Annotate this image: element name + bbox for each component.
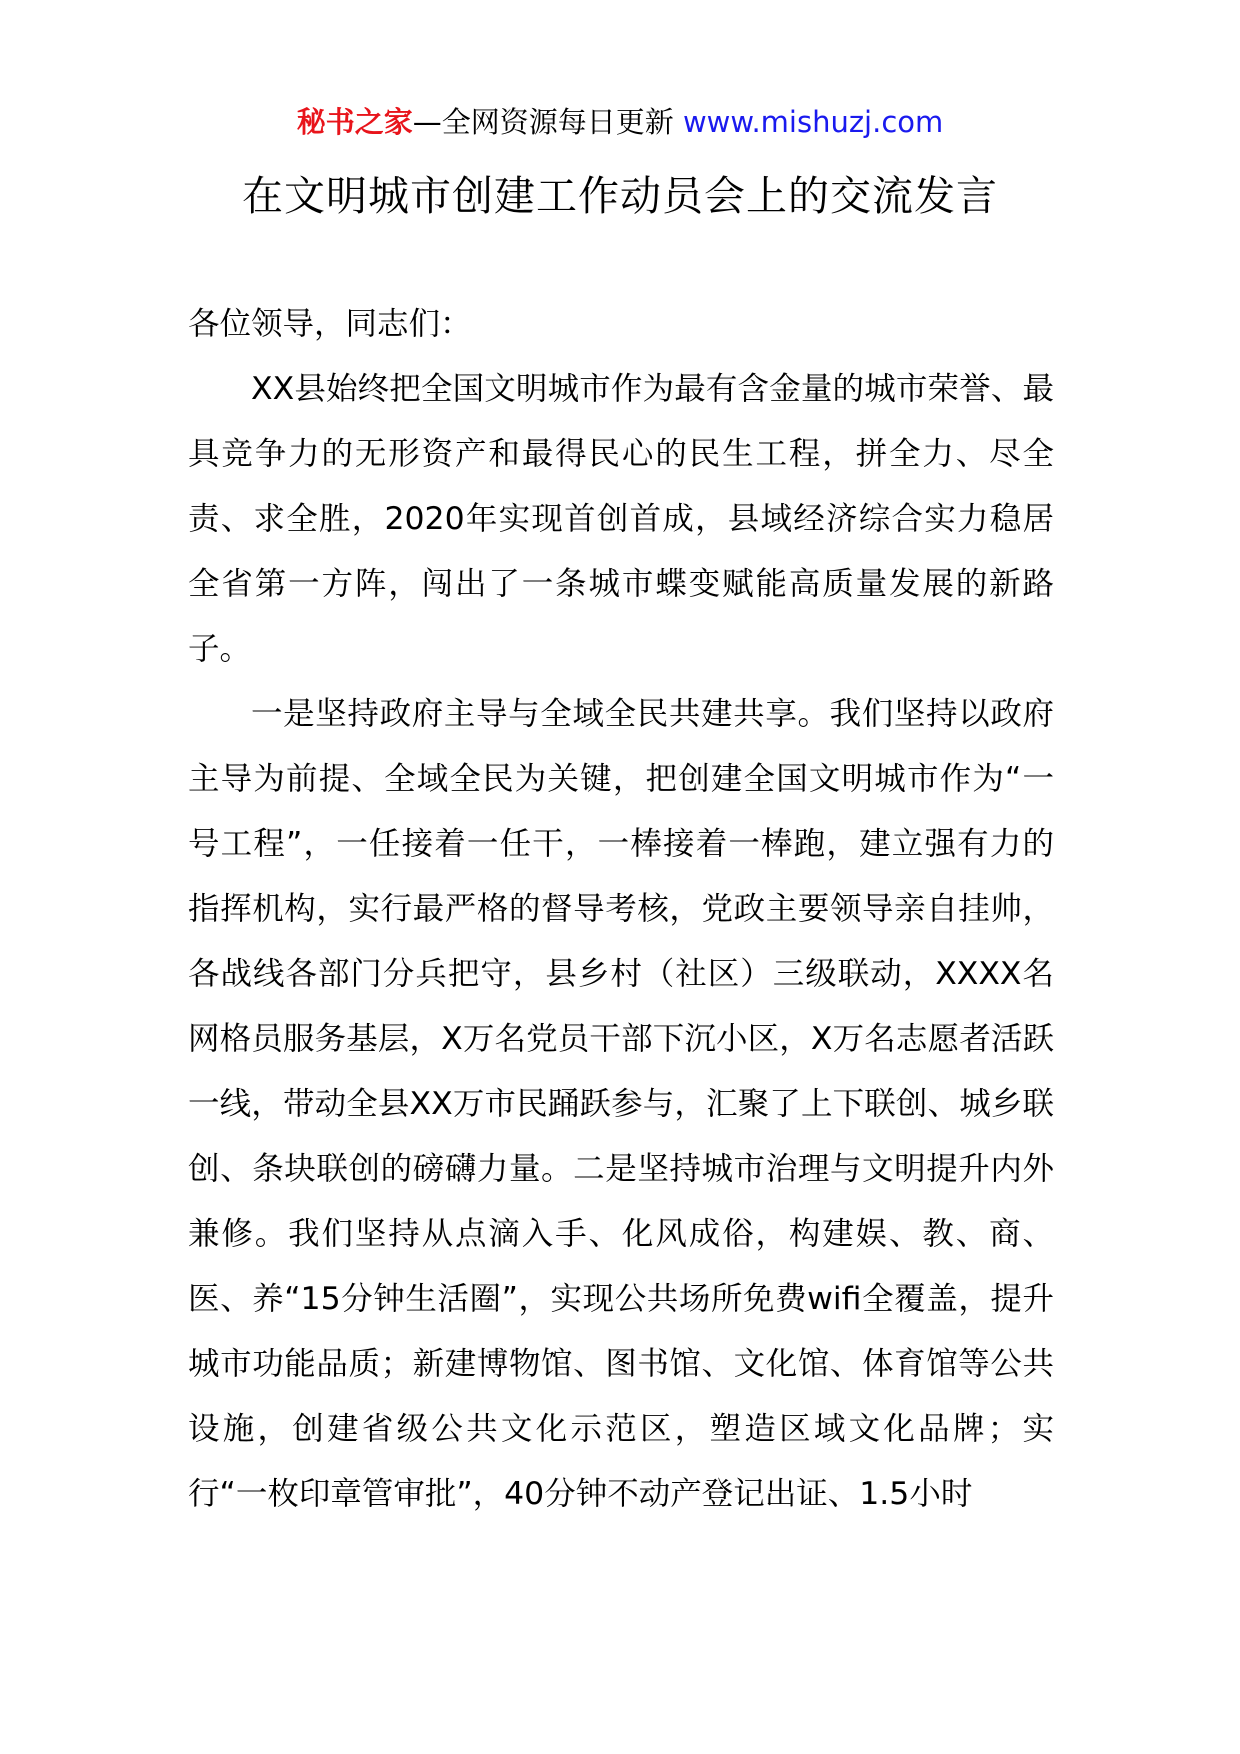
salutation: 各位领导，同志们： (188, 306, 472, 342)
site-brand: 秘书之家 (296, 105, 413, 139)
paragraph-measures: 一是坚持政府主导与全域全民共建共享。我们坚持以政府主导为前提、全域全民为关键，把创建全国文明城市作为“一号工程”，一任接着一任干，一棒接着一棒跑，建立强有力的指挥机构，实行最严格的督导考核，党政主要领导亲自挂帅，各战线各部门分兵把守，县乡村（社区）三级联动，XXXX名网格员服务基层，X万名党员干部下沉小区，X万名志愿者活跃一线，带动全县XX万市民踊跃参与，汇聚了上下联创、城乡联创、条块联创的磅礴力量。二是坚持城市治理与文明提升内外兼修。我们坚持从点滴入手、化风成俗，构建娱、教、商、医、养“15分钟生活圈”，实现公共场所免费wifi全覆盖，提升城市功能品质；新建博物馆、图书馆、文化馆、体育馆等公共设施，创建省级公共文化示范区，塑造区域文化品牌；实行“一枚印章管审批”，40分钟不动产登记出证、1.5小时 (188, 696, 1054, 1512)
paragraph-intro: XX县始终把全国文明城市作为最有含金量的城市荣誉、最具竞争力的无形资产和最得民心的民生工程，拼全力、尽全责、求全胜，2020年实现首创首成，县域经济综合实力稳居全省第一方阵，闯出了一条城市蝶变赋能高质量发展的新路子。 (188, 371, 1054, 667)
document-title: 在文明城市创建工作动员会上的交流发言 (242, 172, 998, 220)
site-url-link[interactable]: www.mishuzj.com (682, 105, 944, 139)
document-body (188, 292, 1054, 1527)
site-slogan: —全网资源每日更新 (412, 105, 683, 139)
site-header (0, 102, 1240, 142)
